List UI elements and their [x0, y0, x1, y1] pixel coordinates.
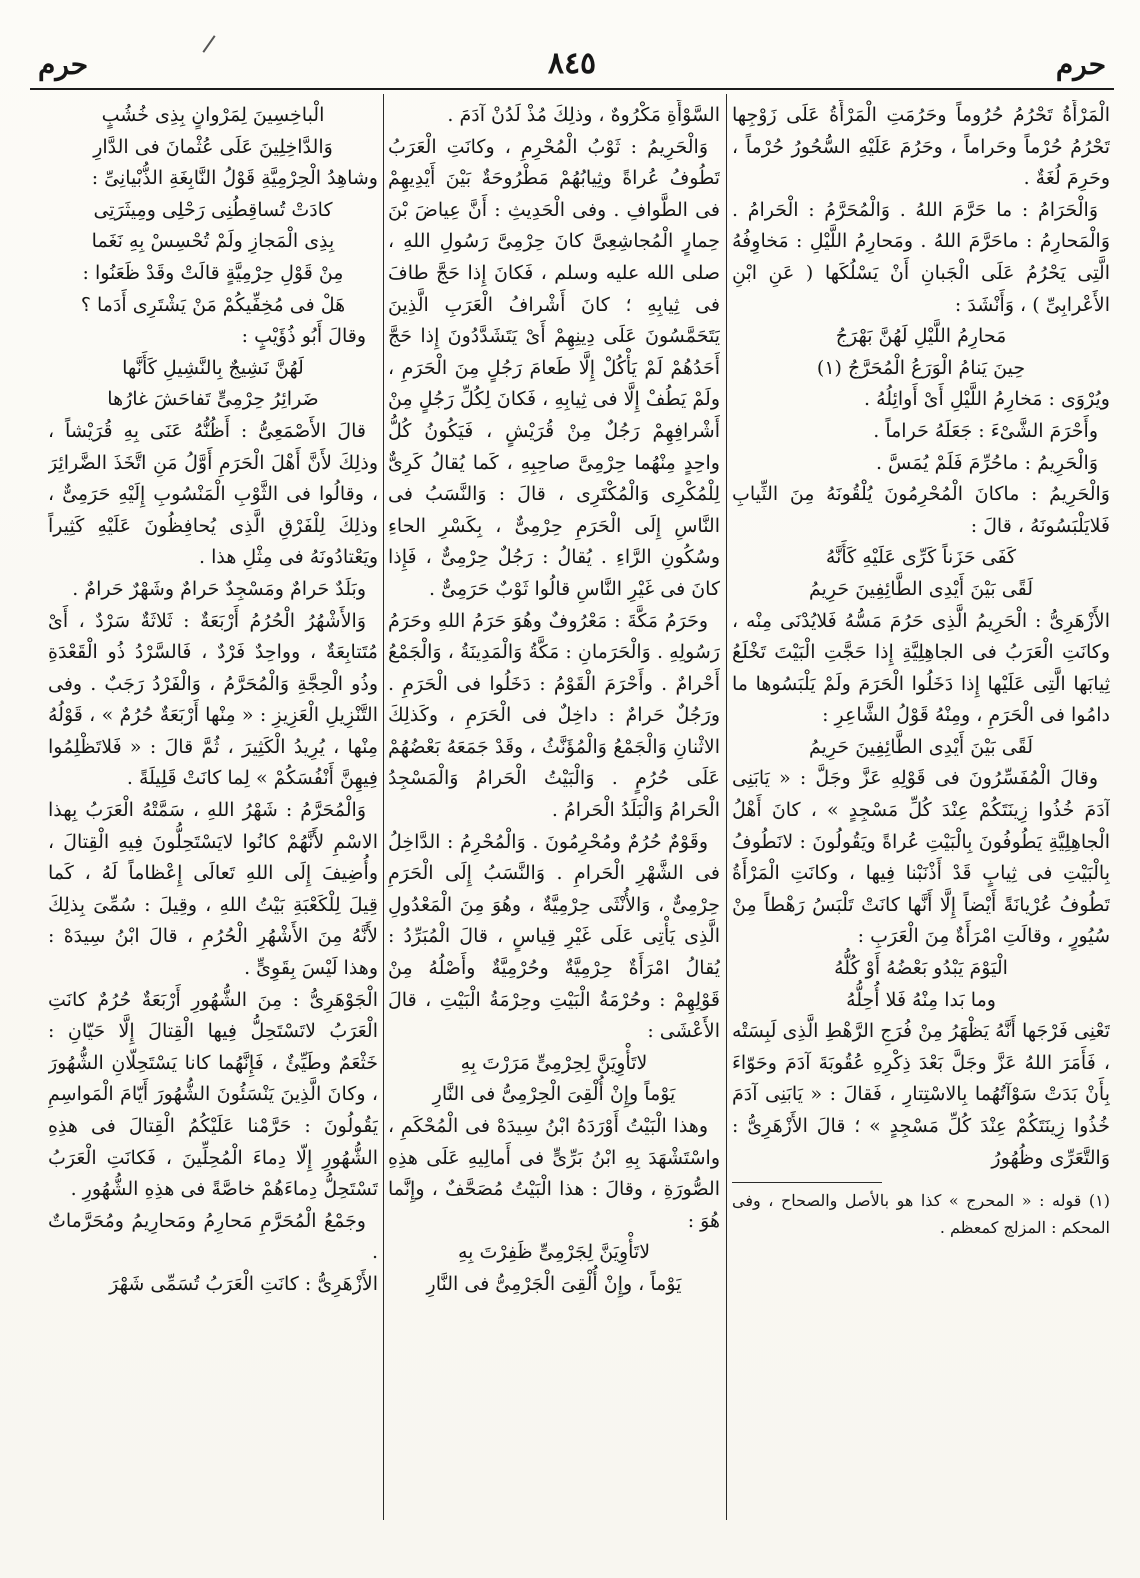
verse-line: لَقًى بَيْنَ أَيْدِى الطَّائِفِينَ حَرِيمُ [809, 735, 1033, 758]
paragraph: وقالَ أَبُو ذُؤَيْبٍ : [241, 325, 366, 348]
paragraph: وجَمْعُ الْمُحَرَّمِ مَحارِمُ ومَحارِيمُ ومُحَرَّماتٌ . [48, 1209, 378, 1264]
verse-line: كادَتْ تُساقِطُنِى رَحْلِى ومِيثَرَتِى [93, 198, 333, 221]
verse-line: يَوْماً ، وإِنْ أُلْقِىَ الْجَرْمِىُّ فى النَّارِ [426, 1272, 682, 1295]
column-middle [388, 100, 720, 1520]
paragraph: وَالْحَرِيمُ : ماكانَ الْمُحْرِمُونَ يُلْقُونَهُ مِنَ الثِّيابِ فَلايَلْبَسُونَهُ ، قالَ : [732, 483, 1110, 537]
header-root-word-right: حرم [1055, 48, 1106, 81]
verse-line: لَقًى بَيْنَ أَيْدِى الطَّائِفِينَ حَرِيمُ [809, 577, 1033, 600]
verse-line: مِنْ قَوْلِ حِرْمِيَّةٍ قالَتْ وقَدْ ظَعَنُوا : [82, 261, 344, 284]
verse-line: ضَرائِرُ حِرْمِىٍّ تَفاحَشَ غارُها [107, 388, 319, 411]
paragraph: الْجَوْهَرِىُّ : مِنَ الشُّهُورِ أَرْبَعَةٌ حُرُمٌ كانَتِ الْعَرَبُ لاتَسْتَحِلُّ فِيها الْقِتالَ إِلَّا حَيّانِ : خَثْعَمٌ وطَيِّئٌ ، فَإِنَّهُما كانا يَسْتَحِلّانِ الشُّهُورَ ، وكانَ الَّذِينَ يَنْسَئُونَ الشُّهُورَ أَيّامَ الْمَواسِمِ يَقُولُونَ : حَرَّمْنا عَلَيْكُمُ الْقِتالَ فى هذِهِ الشُّهُورِ إِلّا دِماءَ الْمُحِلِّينَ ، فَكانَتِ الْعَرَبُ تَسْتَحِلُّ دِماءَهُمْ خاصَّةً فى هذِهِ الشُّهُورِ . [48, 988, 378, 1201]
verse-line: بِذِى الْمَجازِ ولَمْ تُحْسِسْ بِهِ نَغَما [91, 230, 335, 253]
verse-line: الْيَوْمَ يَبْدُو بَعْضُهُ أَوْ كُلُّهُ [834, 957, 1008, 980]
paragraph: قالَ الأَصْمَعِىُّ : أَظُنُّهُ عَنَى بِهِ قُرَيْشاً ، وذلِكَ لأَنَّ أَهْلَ الْحَرَمِ أَوَّلُ مَنِ اتَّخَذَ الضَّرائِرَ ، وقالُوا فى الثَّوْبِ الْمَنْسُوبِ إِلَيْهِ حَرَمِىٌّ ، وذلِكَ لِلْفَرْقِ الَّذِى يُحافِظُونَ عَلَيْهِ كَثِيراً ويَعْتادُونَهُ فى مِثْلِ هذا . [48, 419, 378, 569]
footnote-rule [732, 1182, 882, 1183]
paragraph: وهذا الْبَيْتُ أَوْرَدَهُ ابْنُ سِيدَهْ فى الْمُحْكَمِ ، واسْتَشْهَدَ بِهِ ابْنُ بَرِّىٍّ فى أَمالِيهِ عَلَى هذِهِ الصُّورَةِ ، وقالَ : هذا الْبَيْتُ مُصَحَّفٌ ، وإِنَّما هُوَ : [388, 1115, 720, 1232]
verse-line: الْباخِسِينَ لِمَرْوانٍ بِذِى خُشُبٍ [101, 104, 325, 126]
paragraph: وقالَ الْمُفَسِّرُونَ فى قَوْلِهِ عَزَّ وجَلَّ : « يَابَنِى آدَمَ خُذُوا زِينَتَكُمْ عِنْدَ كُلِّ مَسْجِدٍ » ، كانَ أَهْلُ الْجاهِلِيَّةِ يَطُوفُونَ بِالْبَيْتِ عُراةً ويَقُولُونَ : لانَطُوفُ بِالْبَيْتِ فى ثِيابٍ قَدْ أَذْنَبْنا فِيها ، وكانَتِ الْمَرْأَةُ تَطُوفُ عُرْيانَةً أَيْضاً إِلَّا أَنَّها كانَتْ تَلْبَسُ رَهْطاً مِنْ سُيُورٍ ، وقالَتِ امْرَأَةٌ مِنَ الْعَرَبِ : [732, 767, 1110, 948]
paragraph: الأَزْهَرِىُّ : كانَتِ الْعَرَبُ تُسَمِّى شَهْرَ [109, 1272, 378, 1295]
paragraph: الْمَرْأَةُ تَحْرُمُ حُرُوماً وحَرُمَتِ الْمَرْأَةُ عَلَى زَوْجِها تَحْرُمُ حُرْماً وحَراماً ، وحَرُمَ عَلَيْهِ السُّحُورُ حُرْماً ، وحَرِمَ لُغَةٌ . [732, 104, 1110, 190]
paragraph: وقَوْمٌ حُرُمٌ ومُحْرِمُونَ . وَالْمُحْرِمُ : الدَّاخِلُ فى الشَّهْرِ الْحَرامِ . وَالنَّسَبُ إِلَى الْحَرَمِ حِرْمِىٌّ ، وَالأُنْثَى حِرْمِيَّةٌ ، وهُوَ مِنَ الْمَعْدُولِ الَّذِى يَأْتِى عَلَى غَيْرِ قِياسٍ ، قالَ الْمُبَرِّدُ : يُقالُ امْرَأَةٌ حِرْمِيَّةٌ وحُرْمِيَّةٌ وأَصْلُهُ مِنْ قَوْلِهِمْ : وحُرْمَةُ الْبَيْتِ وحِرْمَةُ الْبَيْتِ ، قالَ الأَعْشَى : [388, 830, 720, 1043]
column-left [48, 100, 378, 1520]
verse-line: وَالدَّاخِلِينَ عَلَى عُثْمانَ فى الدَّارِ [93, 135, 333, 158]
page-header [30, 44, 1114, 94]
paragraph: ويُرْوَى : مَخارِمُ اللَّيْلِ أَىْ أَوائِلُهُ . [864, 388, 1110, 411]
header-root-word-left: حرم [38, 48, 89, 81]
verse-line: لَهُنَّ نَشِيجٌ بِالنَّشِيلِ كَأَنَّها [122, 356, 304, 379]
paragraph: وَالْحَرِيمُ : ماحُرِّمَ فَلَمْ يُمَسَّ . [875, 451, 1098, 474]
header-rule [30, 88, 1114, 90]
paragraph: تَعْنِى فَرْجَها أَنَّهُ يَظْهَرُ مِنْ فُرَجِ الرَّهْطِ الَّذِى لَبِسَتْه ، فَأَمَرَ اللهُ عَزَّ وجَلَّ بَعْدَ ذِكْرِهِ عُقُوبَةَ آدَمَ وحَوّاءَ بِأَنْ بَدَتْ سَوْآتُهُما بِالاسْتِتارِ ، فَقالَ : « يَابَنِى آدَمَ خُذُوا زِينَتَكُمْ عِنْدَ كُلِّ مَسْجِدٍ » ؛ قالَ الأَزْهَرِىُّ : وَالتَّعَرِّى وظُهُورُ [732, 1020, 1110, 1169]
paragraph: وبَلَدٌ حَرامٌ ومَسْجِدٌ حَرامٌ وشَهْرٌ حَرامٌ . [72, 577, 366, 600]
footnote: (١) قوله : « المحرج » كذا هو بالأصل والصحاح ، وفى المحكم : المزلج كمعظم . [732, 1191, 1110, 1238]
column-right [732, 100, 1110, 1520]
verse-line: لاتَأْوِيَنَّ لِحِرْمِىٍّ مَرَرْتَ بِهِ [460, 1051, 648, 1074]
verse-line: وما بَدا مِنْهُ فَلا أُحِلُّهُ [846, 988, 996, 1011]
column-divider-2 [383, 94, 384, 1520]
paragraph: وَالْحَرَامُ : ما حَرَّمَ اللهُ . وَالْمُحَرَّمُ : الْحَرامُ . وَالْمَحارِمُ : ماحَرَّمَ اللهُ . ومَحارِمُ اللَّيْلِ : مَخاوِفُهُ الَّتِى يَحْرُمُ عَلَى الْجَبانِ أَنْ يَسْلُكَها ( عَنِ ابْنِ الأَعْرابِىِّ ) ، وَأَنْشَدَ : [732, 198, 1110, 316]
paragraph: وَالْحَرِيمُ : ثَوْبُ الْمُحْرِمِ ، وكانَتِ الْعَرَبُ تَطُوفُ عُراةً وثِيابُهُمْ مَطْرُوحَةٌ بَيْنَ أَيْدِيهِمْ فى الطَّوافِ . وفى الْحَدِيثِ : أَنَّ عِياضَ بْنَ حِمارٍ الْمُجاشِعِىَّ كانَ حِرْمِىَّ رَسُولِ اللهِ ، صلى الله عليه وسلم ، فَكانَ إِذا حَجَّ طافَ فى ثِيابِهِ ؛ كانَ أَشْرافُ الْعَرَبِ الَّذِينَ يَتَحَمَّسُونَ عَلَى دِينِهِمْ أَىْ يَتَشَدَّدُونَ إِذا حَجَّ أَحَدُهُمْ لَمْ يَأْكُلْ إِلَّا طَعامَ رَجُلٍ مِنَ الْحَرَمِ ، ولَمْ يَطُفْ إِلَّا فى ثِيابِهِ ، فَكانَ لِكُلِّ رَجُلٍ مِنْ أَشْرافِهِمْ رَجُلٌ مِنْ قُرَيْشٍ ، فَيَكُونُ كُلُّ واحِدٍ مِنْهُما حِرْمِىَّ صاحِبِهِ ، كَما يُقالُ كَرِىٌّ لِلْمُكْرِى وَالْمُكْتَرِى ، قالَ : وَالنَّسَبُ فى النَّاسِ إِلَى الْحَرَمِ حِرْمِىٌّ ، بِكَسْرِ الحاءِ وسُكُونِ الرَّاءِ . يُقالُ : رَجُلٌ حِرْمِىٌّ ، فَإِذا كانَ فى غَيْرِ النَّاسِ قالُوا ثَوْبٌ حَرَمِىٌّ . [388, 135, 720, 600]
verse-line: لاتَأْوِيَنَّ لِجَرْمِىٍّ ظَفِرْتَ بِهِ [457, 1241, 651, 1264]
paragraph: السَّوْأَةِ مَكْرُوهٌ ، وذلِكَ مُذْ لَدُنْ آدَمَ . [447, 104, 720, 126]
paragraph: وأَحْرَمَ الشَّىْءَ : جَعَلَهُ حَراماً . [873, 419, 1098, 442]
paragraph: وشاهِدُ الْحِرْمِيَّةِ قَوْلُ النَّابِغَةِ الذُّبْيانِىِّ : [91, 167, 378, 190]
verse-line: يَوْماً وإِنْ أُلْقِىَ الْحِرْمِىُّ فى النَّارِ [432, 1083, 676, 1106]
column-divider-1 [726, 94, 727, 1520]
paragraph: وَالْمُحَرَّمُ : شَهْرُ اللهِ ، سَمَّتْهُ الْعَرَبُ بِهذا الاسْمِ لأَنَّهُمْ كانُوا لايَسْتَحِلُّونَ فِيهِ الْقِتالَ ، وأُضِيفَ إِلَى اللهِ تَعالَى إِعْظاماً لَهُ ، كَما قِيلَ لِلْكَعْبَةِ بَيْتُ اللهِ ، وقِيلَ : سُمِّىَ بِذلِكَ لأَنَّهُ مِنَ الأَشْهُرِ الْحُرُمِ ، قالَ ابْنُ سِيدَهْ : وهذا لَيْسَ بِقَوِىٍّ . [48, 799, 378, 980]
verse-line: كَفَى حَزَناً كَرِّى عَلَيْهِ كَأَنَّهُ [825, 546, 1017, 569]
verse-line: حِينَ يَنامُ الْوَرَعُ الْمُحَرَّجُ (١) [816, 356, 1026, 379]
verse-line: مَحارِمُ اللَّيْلِ لَهُنَّ بَهْرَجُ [835, 325, 1007, 348]
page-number: ٨٤٥ [547, 46, 597, 81]
paragraph: وحَرَمُ مَكَّةَ : مَعْرُوفٌ وهُوَ حَرَمُ اللهِ وحَرَمُ رَسُولِهِ . وَالْحَرَمانِ : مَكَّةُ وَالْمَدِينَةُ ، وَالْجَمْعُ أَحْرامٌ . وأَحْرَمَ الْقَوْمُ : دَخَلُوا فى الْحَرَمِ . ورَجُلٌ حَرامٌ : داخِلٌ فى الْحَرَمِ ، وكَذلِكَ الاثْنانِ وَالْجَمْعُ وَالْمُؤَنَّثُ ، وقَدْ جَمَعَهُ بَعْضُهُمْ عَلَى حُرُمٍ . وَالْبَيْتُ الْحَرامُ وَالْمَسْجِدُ الْحَرامُ وَالْبَلَدُ الْحَرامُ . [388, 609, 720, 822]
verse-line: هَلْ فى مُخِفِّيكُمْ مَنْ يَشْتَرِى أَدَما ؟ [80, 293, 346, 316]
paragraph: الأَزْهَرِىُّ : الْحَرِيمُ الَّذِى حَرُمَ مَسُّهُ فَلايُدْنَى مِنْه ، وكانَتِ الْعَرَبُ فى الجاهِلِيَّةِ إِذا حَجَّتِ الْبَيْتَ تَخْلَعُ ثِيابَها الَّتِى عَلَيْها إِذا دَخَلُوا الْحَرَمَ ولَمْ يَلْبَسُوها ما دامُوا فى الْحَرَمِ ، ومِنْهُ قَوْلُ الشَّاعِرِ : [732, 609, 1110, 727]
paragraph: وَالأَشْهُرُ الْحُرُمُ أَرْبَعَةٌ : ثَلاثَةٌ سَرْدٌ ، أَىْ مُتَتابِعَةٌ ، وواحِدٌ فَرْدٌ ، فَالسَّرْدُ ذُو الْقَعْدَةِ وذُو الْحِجَّةِ وَالْمُحَرَّمُ ، وَالْفَرْدُ رَجَبٌ . وفى التَّنْزِيلِ الْعَزِيزِ : « مِنْها أَرْبَعَةٌ حُرُمٌ » ، قَوْلُهُ مِنْها ، يُرِيدُ الْكَثِيرَ ، ثُمَّ قالَ : « فَلاتَظْلِمُوا فِيهِنَّ أَنْفُسَكُمْ » لِما كانَتْ قَلِيلَةً . [48, 609, 378, 790]
